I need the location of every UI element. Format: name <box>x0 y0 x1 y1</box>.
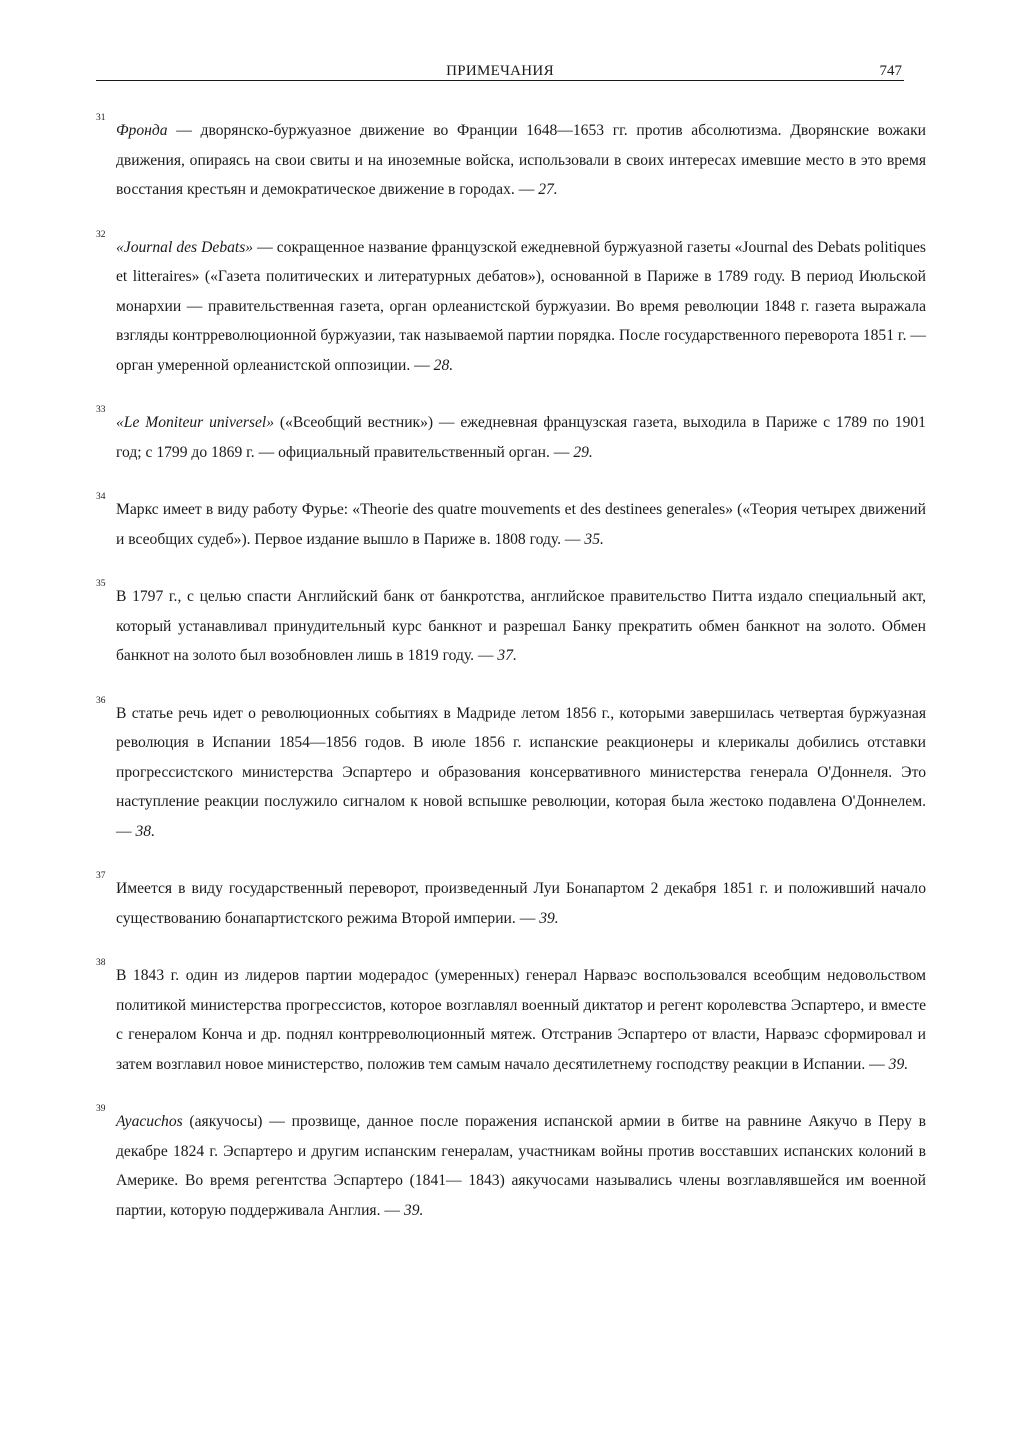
note-32 <box>94 229 926 381</box>
section-title: ПРИМЕЧАНИЯ <box>446 63 554 79</box>
note-term: Фронда <box>116 122 168 139</box>
note-term: Ayacuchos <box>116 1113 183 1130</box>
note-35 <box>94 579 926 671</box>
note-text: В статье речь идет о революционных событиях в Мадриде летом 1856 г., которыми завершилась четвертая буржуазная революция в Испании 1854—1856 годов. В июле 1856 г. испанские реакционеры и клерикалы добились отставки прогрессистского министерства Эспартеро и образования консервативного министерства генерала О'Доннеля. Это наступление реакции послужило сигналом к новой вспышке революции, которая была жестоко подавлена О'Доннелем. — <box>116 704 926 840</box>
page-reference: 35. <box>584 530 604 548</box>
note-number: 32 <box>96 229 106 240</box>
note-number: 33 <box>96 405 106 415</box>
note-39 <box>94 1104 926 1225</box>
note-number: 35 <box>96 579 106 589</box>
note-38 <box>94 958 926 1079</box>
note-number: 39 <box>96 1104 106 1114</box>
running-header <box>96 62 904 81</box>
note-text: («Всеобщий вестник») — ежедневная французская газета, выходила в Париже с 1789 по 1901 год; с 1799 до 1869 г. — официальный правительственный орган. — <box>116 414 926 461</box>
note-text: В 1797 г., с целью спасти Английский банк от банкротства, английское правительство Питта издало специальный акт, который устанавливал принудительный курс банкнот и разрешал Банку прекратить обмен банкнот на золото. Обмен банкнот на золото был возобновлен лишь в 1819 году. — <box>116 588 926 664</box>
note-text: — сокращенное название французской ежедневной буржуазной газеты «Journal des Debats politiques et litteraires» («Газета политических и литературных дебатов»), основанной в Париже в 1789 году. В период Июльской монархии — правительственная газета, орган орлеанистской буржуазии. Во время революции 1848 г. газета выражала взгляды контрреволюционной буржуазии, так называемой партии порядка. После государственного переворота 1851 г. — орган умеренной орлеанистской оппозиции. — <box>116 238 926 374</box>
note-text: — дворянско-буржуазное движение во Франции 1648—1653 гг. против абсолютизма. Дворянские вожаки движения, опираясь на свои свиты и на иноземные войска, использовали в своих интересах имевшие место в это время восстания крестьян и демократическое движение в городах. — <box>116 122 926 198</box>
note-text: В 1843 г. один из лидеров партии модерадос (умеренных) генерал Нарваэс воспользовался всеобщим недовольством политикой министерства прогрессистов, которое возглавлял военный диктатор и регент королевства Эспартеро, и вместе с генералом Конча и др. поднял контрреволюционный мятеж. Отстранив Эспартеро от власти, Нарваэс сформировал и затем возглавил новое министерство, положив тем самым начало десятилетнему господству реакции в Испании. — <box>116 967 926 1073</box>
note-text: (аякучосы) — прозвище, данное после поражения испанской армии в битве на равнине Аякучо в Перу в декабре 1824 г. Эспартеро и другим испанским генералам, участникам войны против восставших испанских колоний в Америке. Во время регентства Эспартеро (1841— 1843) аякучосами назывались члены возглавлявшейся им военной партии, которую поддерживала Англия. — <box>116 1113 926 1219</box>
note-number: 36 <box>96 695 106 706</box>
page-number: 747 <box>879 63 902 79</box>
note-term: «Journal des Debats» <box>116 238 254 256</box>
notes-list <box>94 113 926 1253</box>
note-number: 31 <box>96 113 106 123</box>
page-reference: 39. <box>403 1201 424 1219</box>
note-number: 34 <box>96 492 106 502</box>
page-reference: 28. <box>433 356 454 374</box>
note-31 <box>94 113 926 205</box>
note-37 <box>94 871 926 933</box>
page-reference: 29. <box>573 443 593 461</box>
note-34 <box>94 492 926 554</box>
note-term: «Le Moniteur universel» <box>116 414 275 431</box>
note-number: 38 <box>96 958 106 968</box>
page-reference: 37. <box>497 647 517 664</box>
note-text: Имеется в виду государственный переворот, произведенный Луи Бонапартом 2 декабря 1851 г. и положивший начало существованию бонапартистского режима Второй империи. — <box>116 880 926 927</box>
note-33 <box>94 405 926 467</box>
page-reference: 38. <box>135 822 155 840</box>
page-reference: 27. <box>538 181 558 198</box>
note-36 <box>94 695 926 847</box>
page-reference: 39. <box>888 1055 909 1073</box>
page-reference: 39. <box>539 909 559 927</box>
note-text: Маркс имеет в виду работу Фурье: «Theorie des quatre mouvements et des destinees generales» («Теория четырех движений и всеобщих судеб»). Первое издание вышло в Париже в. 1808 году. — <box>116 501 926 548</box>
note-number: 37 <box>96 871 106 881</box>
